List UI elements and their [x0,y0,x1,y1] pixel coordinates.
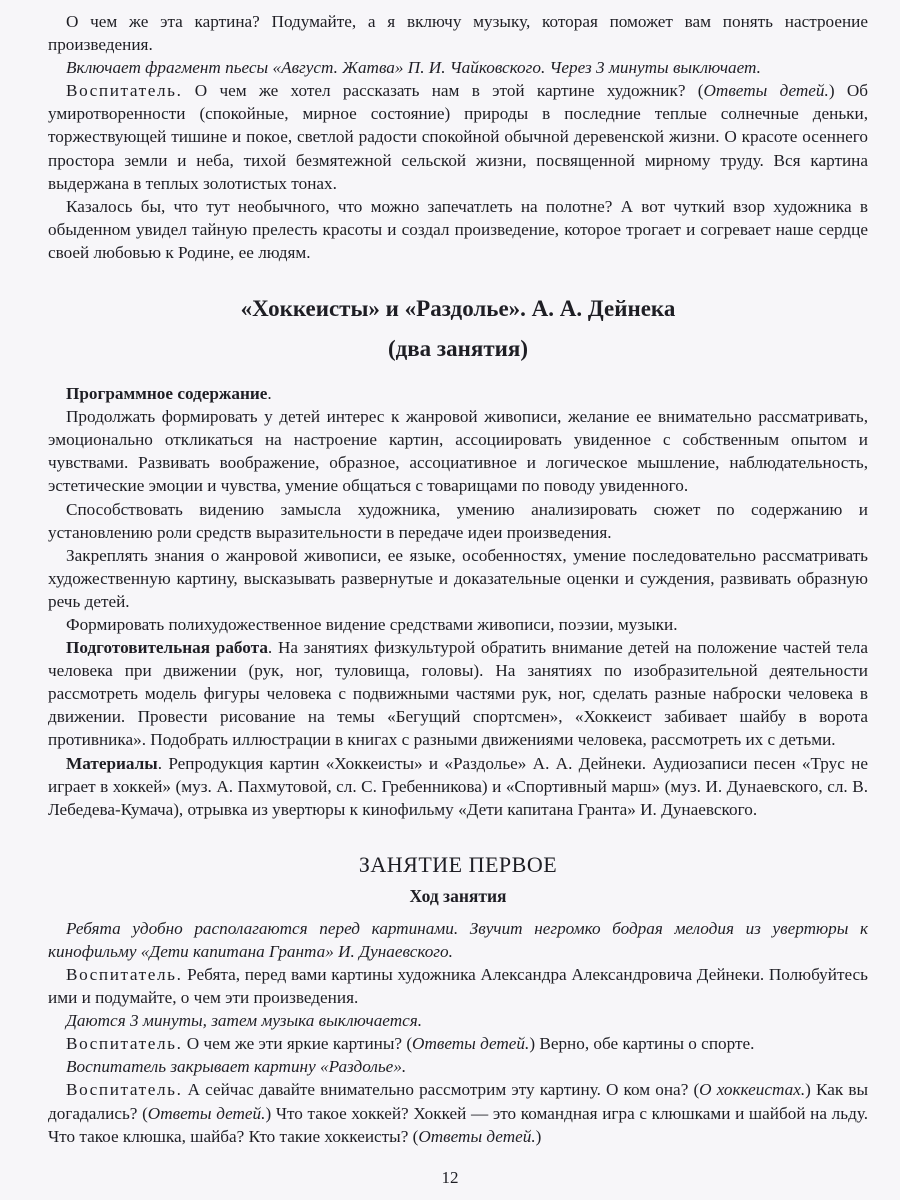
text-run: ) Верно, обе картины о спорте. [529,1034,755,1054]
page-number: 12 [441,1168,459,1187]
intro-stage-direction: Включает фрагмент пьесы «Август. Жатва» П. И. Чайковского. Через 3 минуты выключает. [66,58,761,78]
children-answers: Ответы детей. [703,81,829,101]
children-answers: Ответы детей. [418,1126,536,1146]
text-run: А сейчас давайте внимательно рассмотрим эту картину. О ком она? ( [187,1080,700,1100]
children-answers: Ответы детей. [147,1103,266,1123]
intro-paragraph-4: Казалось бы, что тут необычного, что можно запечатлеть на полотне? А вот чуткий взор художника в обыденном увидел тайную прелесть красоты и создал произведение, которое трогает и согревает наше сердце своей любовью к Родине, ее людям. [48,196,868,262]
speaker-label: Воспитатель. [66,1080,183,1100]
lesson-paragraph-6 [48,1078,868,1147]
lesson-paragraph-2 [48,963,868,1009]
lesson-stage-direction-3: Воспитатель закрывает картину «Раздолье». [66,1057,407,1077]
children-answers: Ответы детей. [412,1034,530,1054]
program-paragraph-4: Формировать полихудожественное видение средствами живописи, поэзии, музыки. [66,614,678,634]
text-run: ) Об умиротворенности (спокойные, мирное состояние) природы в последние теплые солнечные деньки, торжествующей тишине и покое, светлой радости спокойной обычной деревенской жизни. О красоте осеннего простора земли и неба, тихой безмятежной сельской жизни, посвященной мирному труду. Вся картина выдержана в теплых золотистых тонах. [48,81,869,193]
section-title: «Хоккеисты» и «Раздолье». А. А. Дейнека [240,296,676,322]
lesson-subtitle: Ход занятия [409,885,507,906]
preparation-label: Подготовительная работа [66,638,268,658]
text-run: О чем же хотел рассказать нам в этой картине художник? ( [194,81,704,101]
speaker-label: Воспитатель. [66,965,183,984]
materials-paragraph: Материалы. Репродукция картин «Хоккеисты» и «Раздолье» А. А. Дейнеки. Аудиозаписи песен «Трус не играет в хоккей» (муз. А. Пахмутовой, сл. С. Гребенникова) и «Спортивный марш» (муз. И. Дунаевского, сл. В. Лебедева-Кумача), отрывка из увертюры к кинофильму «Дети капитана Гранта» И. Дунаевского. [48,753,868,819]
children-answers: О хоккеистах. [699,1080,806,1100]
materials-label: Материалы [66,753,158,773]
lesson-stage-direction-2: Даются 3 минуты, затем музыка выключается. [66,1011,423,1031]
preparation-text: На занятиях физкультурой обратить внимание детей на положение частей тела человека при движении (рук, ног, туловища, головы). На занятиях по изобразительной деятельности рассмотреть модель фигуры человека с подвижными частями рук, ног, сделать разные наброски человека в движении. Провести рисование на темы «Бегущий спортсмен», «Хоккеист забивает шайбу в ворота противника». Подобрать иллюстрации в книгах с разными движениями человека, рассмотреть их с детьми. [48,638,869,750]
speaker-label: Воспитатель. [66,81,183,101]
intro-paragraph-1: О чем же эта картина? Подумайте, а я включу музыку, которая поможет вам понять настроение произведения. [48,12,868,55]
intro-paragraph-3 [48,79,868,194]
program-paragraph-2: Способствовать видению замысла художника, умению анализировать сюжет по содержанию и установлению роли средств выразительности в передаче идеи произведения. [48,499,868,542]
program-heading: Программное содержание. [66,384,272,404]
section-subtitle: (два занятия) [387,336,529,362]
text-run: ) Как вы догадались? ( [48,1080,869,1123]
text-run: ) Что такое хоккей? Хоккей — это командная игра с клюшками и шайбой на льду. Что такое клюшка, шайба? Кто такие хоккеисты? ( [48,1103,868,1146]
program-label: Программное содержание [66,384,268,404]
lesson-paragraph-4 [48,1032,868,1055]
lesson-stage-direction-1: Ребята удобно располагаются перед картинами. Звучит негромко бодрая мелодия из увертюры к кинофильму «Дети капитана Гранта» И. Дунаевского. [48,918,868,961]
text-run: О чем же эти яркие картины? ( [186,1034,413,1054]
speaker-label: Воспитатель. [66,1034,183,1054]
materials-text: Репродукция картин «Хоккеисты» и «Раздолье» А. А. Дейнеки. Аудиозаписи песен «Трус не играет в хоккей» (муз. А. Пахмутовой, сл. С. Гребенникова) и «Спортивный марш» (муз. И. Дунаевского, сл. В. Лебедева-Кумача), отрывка из увертюры к кинофильму «Дети капитана Гранта» И. Дунаевского. [48,753,868,819]
preparation-paragraph: Подготовительная работа. На занятиях физкультурой обратить внимание детей на положение частей тела человека при движении (рук, ног, туловища, головы). На занятиях по изобразительной деятельности рассмотреть модель фигуры человека с подвижными частями рук, ног, сделать разные наброски человека в движении. Провести рисование на темы «Бегущий спортсмен», «Хоккеист забивает шайбу в ворота противника». Подобрать иллюстрации в книгах с разными движениями человека, рассмотреть их с детьми. [48,638,869,750]
text-run: Ребята, перед вами картины художника Александра Александровича Дейнеки. Полюбуйтесь ими и подумайте, о чем эти произведения. [48,965,869,1008]
text-run: ) [535,1126,542,1146]
program-paragraph-3: Закреплять знания о жанровой живописи, ее языке, особенностях, умение последовательно рассматривать художественную картину, высказывать развернутые и доказательные оценки и суждения, развивать образную речь детей. [48,545,868,611]
lesson-title: ЗАНЯТИЕ ПЕРВОЕ [358,851,558,877]
program-paragraph-1: Продолжать формировать у детей интерес к жанровой живописи, желание ее внимательно рассматривать, эмоционально откликаться на настроение картин, ассоциировать увиденное с собственным опытом и чувствами. Развивать воображение, образное, ассоциативное и логическое мышление, наблюдательность, эстетические эмоции и чувства, умение общаться с товарищами по поводу увиденного. [48,407,868,496]
